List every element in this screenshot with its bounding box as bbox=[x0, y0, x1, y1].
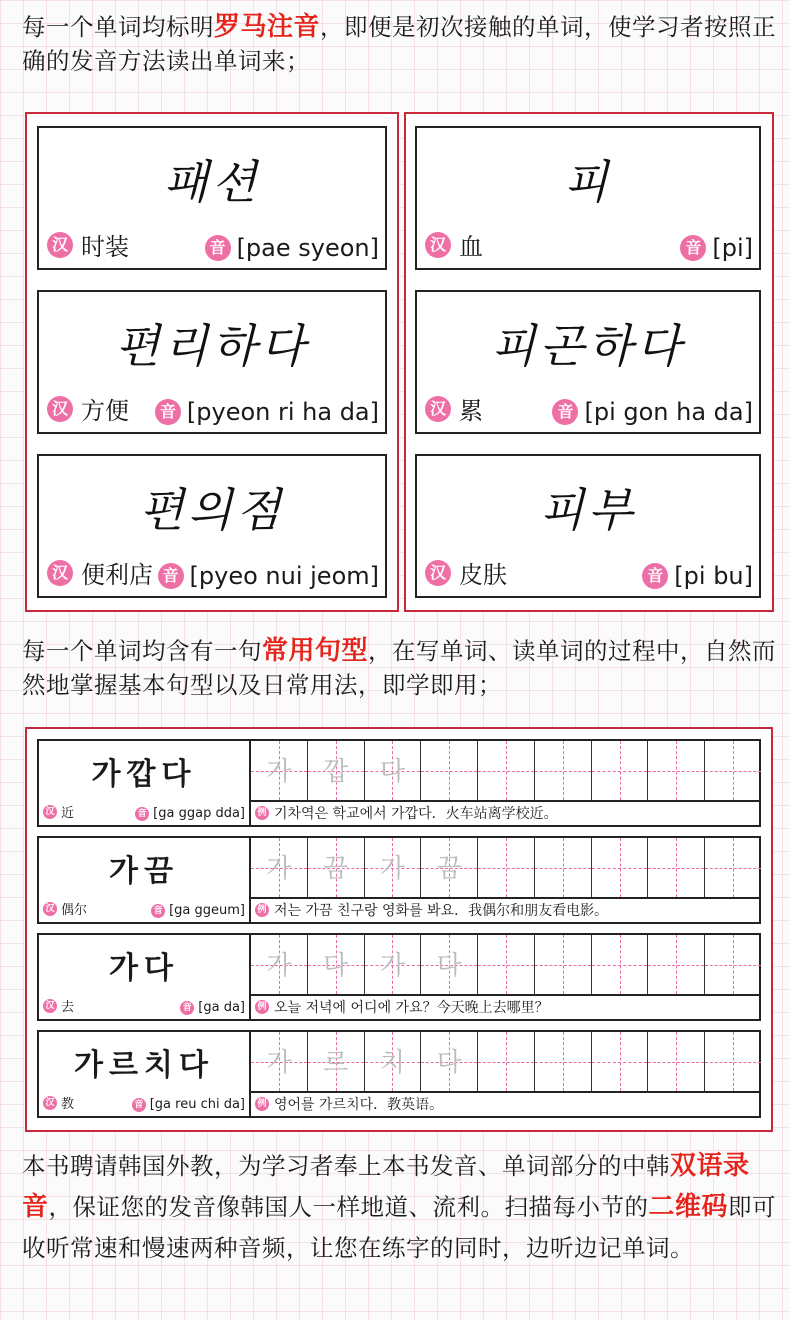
trace-char: 가 bbox=[379, 951, 406, 981]
korean-word: 가끔 bbox=[109, 854, 179, 889]
practice-word-box bbox=[39, 935, 251, 1019]
chinese-meaning: 汉 去 bbox=[43, 996, 74, 1015]
trace-char: 가 bbox=[266, 1048, 292, 1078]
trace-char: 가 bbox=[266, 854, 292, 884]
korean-word: 편리하다 bbox=[115, 319, 309, 373]
korean-word: 가르치다 bbox=[74, 1048, 214, 1083]
yin-badge-icon: 音 bbox=[155, 399, 181, 425]
li-badge-icon: 例 bbox=[255, 903, 269, 917]
chinese-meaning: 汉 教 bbox=[43, 1093, 74, 1112]
korean-word: 피부 bbox=[539, 483, 637, 537]
word-cards-right-panel bbox=[404, 112, 774, 612]
yin-badge-icon: 音 bbox=[151, 904, 165, 918]
practice-row bbox=[37, 933, 761, 1021]
han-badge-icon: 汉 bbox=[43, 999, 57, 1013]
yin-badge-icon: 音 bbox=[132, 1098, 146, 1112]
intro3-text-end: 即可收听常速和慢速两种音频，让您在练字的同时，边听边记单词。 bbox=[22, 1193, 777, 1262]
romanization: 音 [ga reu chi da] bbox=[132, 1097, 245, 1112]
trace-char: 끔 bbox=[323, 854, 349, 884]
korean-word: 패션 bbox=[163, 155, 261, 209]
writing-grid bbox=[251, 838, 761, 899]
romanization: 音 [pae syeon] bbox=[205, 234, 379, 262]
li-badge-icon: 例 bbox=[255, 1000, 269, 1014]
writing-grid bbox=[251, 935, 761, 996]
example-sentence: 例 오늘 저녁에 어디에 가요？今天晚上去哪里？ bbox=[255, 996, 549, 1018]
word-card bbox=[37, 290, 387, 434]
han-badge-icon: 汉 bbox=[43, 902, 57, 916]
word-card bbox=[415, 126, 761, 270]
li-badge-icon: 例 bbox=[255, 1097, 269, 1111]
romanization: 音 [ga da] bbox=[180, 1000, 245, 1015]
trace-char: 가 bbox=[266, 951, 292, 981]
han-badge-icon: 汉 bbox=[425, 560, 451, 586]
word-cards-left-panel bbox=[25, 112, 399, 612]
trace-char: 깝 bbox=[323, 757, 349, 787]
yin-badge-icon: 音 bbox=[552, 399, 578, 425]
trace-char: 끔 bbox=[436, 854, 462, 884]
chinese-meaning: 汉 偶尔 bbox=[43, 899, 87, 918]
han-badge-icon: 汉 bbox=[47, 396, 73, 422]
chinese-meaning: 汉 便利店 bbox=[47, 555, 153, 590]
practice-panel bbox=[25, 727, 773, 1132]
yin-badge-icon: 音 bbox=[642, 563, 668, 589]
intro1-highlight: 罗马注音 bbox=[214, 12, 321, 42]
word-card bbox=[415, 290, 761, 434]
han-badge-icon: 汉 bbox=[47, 560, 73, 586]
intro-paragraph-romanization bbox=[22, 10, 778, 78]
li-badge-icon: 例 bbox=[255, 806, 269, 820]
practice-row bbox=[37, 1030, 761, 1118]
word-card bbox=[37, 454, 387, 598]
romanization: 音 [ga ggap dda] bbox=[135, 806, 245, 821]
trace-char: 다 bbox=[379, 757, 406, 787]
chinese-meaning: 汉 近 bbox=[43, 802, 74, 821]
intro2-highlight: 常用句型 bbox=[262, 636, 369, 666]
romanization: 音 [pyeon ri ha da] bbox=[155, 398, 379, 426]
intro3-highlight-audio: 双语录音 bbox=[22, 1151, 750, 1222]
han-badge-icon: 汉 bbox=[43, 805, 57, 819]
trace-char: 가 bbox=[379, 854, 406, 884]
writing-grid bbox=[251, 741, 761, 802]
writing-grid bbox=[251, 1032, 761, 1093]
han-badge-icon: 汉 bbox=[43, 1096, 57, 1110]
intro-paragraph-audio bbox=[22, 1146, 778, 1269]
chinese-meaning: 汉 血 bbox=[425, 227, 483, 262]
yin-badge-icon: 音 bbox=[680, 235, 706, 261]
korean-word: 편의점 bbox=[139, 483, 285, 537]
intro2-text-end: ，在写单词、读单词的过程中，自然而然地掌握基本句型以及日常用法，即学即用； bbox=[22, 637, 777, 699]
intro2-text: 每一个单词均含有一句 bbox=[22, 637, 262, 665]
chinese-meaning: 汉 时装 bbox=[47, 227, 129, 262]
practice-row bbox=[37, 836, 761, 924]
romanization: 音 [pi gon ha da] bbox=[552, 398, 753, 426]
example-sentence: 例 기차역은 학교에서 가깝다．火车站离学校近。 bbox=[255, 802, 558, 824]
han-badge-icon: 汉 bbox=[47, 232, 73, 258]
romanization: 音 [ga ggeum] bbox=[151, 903, 245, 918]
korean-word: 가깝다 bbox=[91, 757, 197, 792]
practice-word-box bbox=[39, 1032, 251, 1116]
practice-word-box bbox=[39, 741, 251, 825]
intro3-highlight-qrcode: 二维码 bbox=[648, 1192, 729, 1222]
intro-paragraph-sentence bbox=[22, 634, 778, 702]
han-badge-icon: 汉 bbox=[425, 232, 451, 258]
intro3-text: 本书聘请韩国外教，为学习者奉上本书发音、单词部分的中韩 bbox=[22, 1152, 670, 1180]
chinese-meaning: 汉 皮肤 bbox=[425, 555, 507, 590]
korean-word: 피 bbox=[563, 155, 613, 209]
yin-badge-icon: 音 bbox=[180, 1001, 194, 1015]
practice-row bbox=[37, 739, 761, 827]
trace-char: 르 bbox=[323, 1048, 349, 1078]
romanization: 音 [pyeo nui jeom] bbox=[158, 562, 379, 590]
intro1-text: 每一个单词均标明 bbox=[22, 13, 214, 41]
yin-badge-icon: 音 bbox=[135, 807, 149, 821]
intro3-text-mid: ，保证您的发音像韩国人一样地道、流利。扫描每小节的 bbox=[48, 1193, 649, 1221]
practice-word-box bbox=[39, 838, 251, 922]
korean-word: 피곤하다 bbox=[491, 319, 685, 373]
intro1-text-end: ，即便是初次接触的单词，使学习者按照正确的发音方法读出单词来； bbox=[22, 13, 777, 75]
example-sentence: 例 저는 가끔 친구랑 영화를 봐요．我偶尔和朋友看电影。 bbox=[255, 899, 608, 921]
yin-badge-icon: 音 bbox=[158, 563, 184, 589]
trace-char: 다 bbox=[436, 1048, 462, 1078]
trace-char: 다 bbox=[436, 951, 462, 981]
word-card bbox=[415, 454, 761, 598]
han-badge-icon: 汉 bbox=[425, 396, 451, 422]
romanization: 音 [pi bu] bbox=[642, 562, 753, 590]
romanization: 音 [pi] bbox=[680, 234, 753, 262]
trace-char: 치 bbox=[379, 1048, 406, 1078]
chinese-meaning: 汉 方便 bbox=[47, 391, 129, 426]
chinese-meaning: 汉 累 bbox=[425, 391, 483, 426]
yin-badge-icon: 音 bbox=[205, 235, 231, 261]
trace-char: 다 bbox=[323, 951, 349, 981]
word-card bbox=[37, 126, 387, 270]
trace-char: 가 bbox=[266, 757, 292, 787]
korean-word: 가다 bbox=[109, 951, 179, 986]
example-sentence: 例 영어를 가르치다．教英语。 bbox=[255, 1093, 443, 1115]
